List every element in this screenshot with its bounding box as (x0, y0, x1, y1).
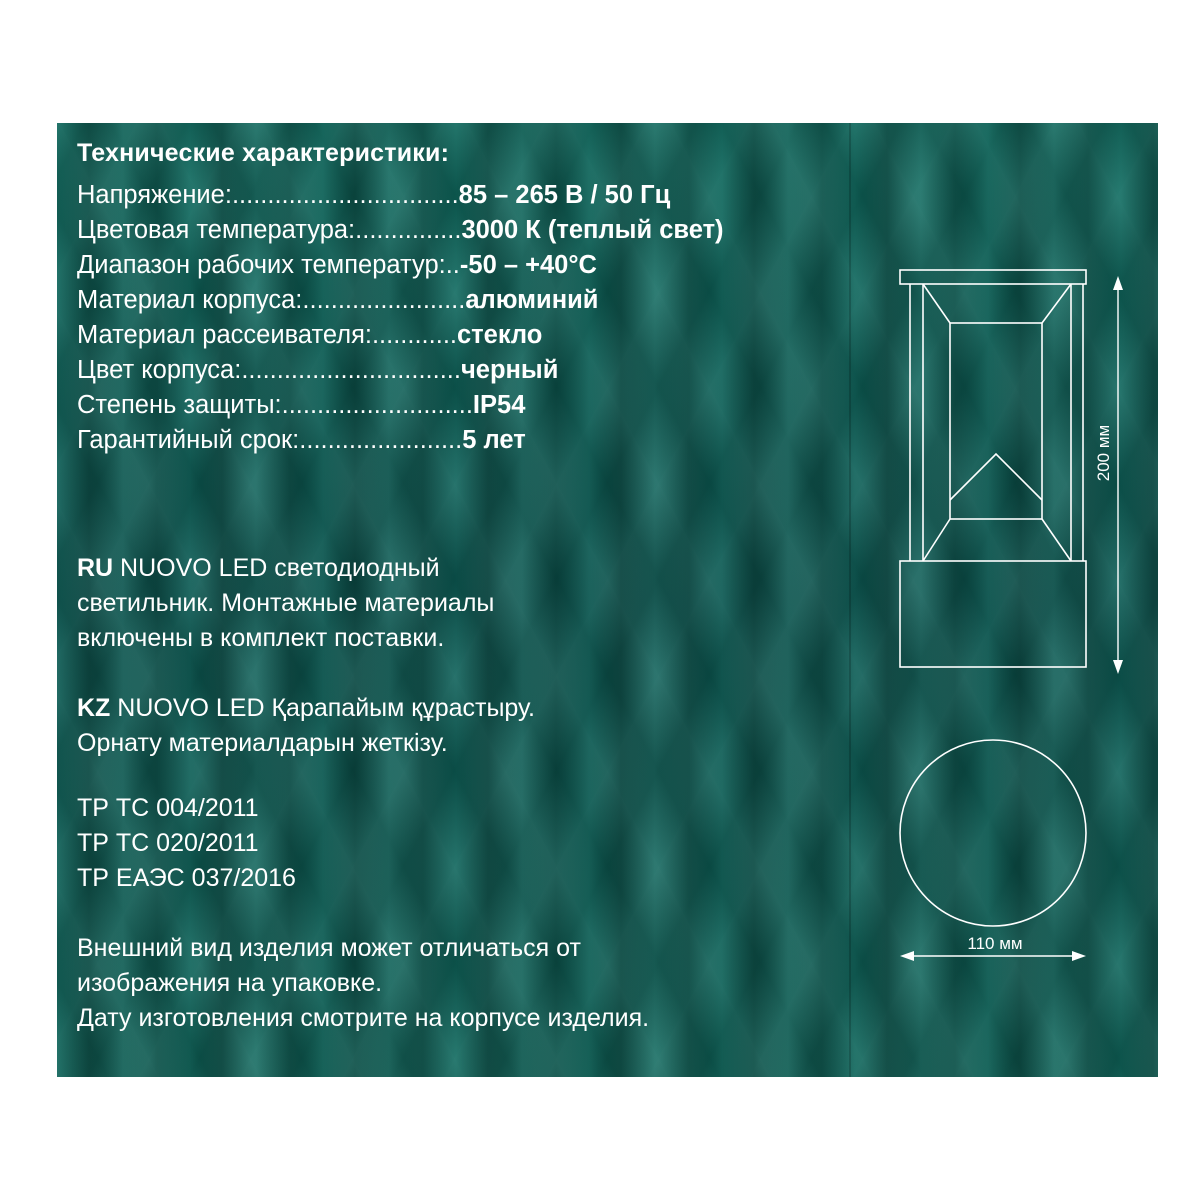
kz-line-1-text: NUOVO LED Қарапайым құрастыру. (110, 694, 535, 722)
certification-item: ТР ТС 020/2011 (77, 829, 259, 857)
ru-line-3: включены в комплект поставки. (77, 624, 445, 652)
lamp-side-view (900, 270, 1086, 667)
perspective-line (923, 519, 950, 561)
note-line-1: Внешний вид изделия может отличаться от (77, 934, 581, 962)
product-drawing (57, 123, 1158, 1077)
spec-value: 3000 К (теплый свет) (461, 216, 724, 244)
perspective-line (1042, 519, 1071, 561)
spec-value: алюминий (465, 286, 599, 314)
ru-language-code: RU (77, 554, 114, 582)
spec-value: -50 – +40°С (459, 251, 597, 279)
spec-label: Гарантийный срок: (77, 426, 300, 454)
spec-label: Напряжение: (77, 181, 232, 209)
arrow-right-icon (1072, 951, 1086, 961)
spec-leader: ............................... (241, 356, 461, 384)
spec-value: 85 – 265 В / 50 Гц (458, 181, 671, 209)
arrow-left-icon (900, 951, 914, 961)
arrow-down-icon (1113, 660, 1123, 674)
diameter-label: 110 мм (967, 934, 1023, 953)
packaging-panel (57, 123, 1158, 1077)
specs-title: Технические характеристики: (77, 139, 450, 167)
spec-leader: ....................... (302, 286, 466, 314)
spec-leader: ................................ (231, 181, 459, 209)
spec-label: Диапазон рабочих температур: (77, 251, 446, 279)
spec-label: Материал корпуса: (77, 286, 303, 314)
lamp-diffuser-window (950, 323, 1042, 519)
note-line-3: Дату изготовления смотрите на корпусе изделия. (77, 1004, 650, 1032)
spec-value: IP54 (472, 391, 526, 419)
spec-value: черный (460, 356, 559, 384)
lamp-base (900, 561, 1086, 667)
height-label: 200 мм (1094, 424, 1113, 482)
spec-label: Материал рассеивателя: (77, 321, 372, 349)
perspective-line (1042, 284, 1071, 323)
note-line-2: изображения на упаковке. (77, 969, 383, 997)
arrow-up-icon (1113, 276, 1123, 290)
certification-item: ТР ЕАЭС 037/2016 (77, 864, 296, 892)
ru-line-1-text: NUOVO LED светодиодный (113, 554, 440, 582)
spec-leader: .. (445, 251, 460, 279)
ru-line-2: светильник. Монтажные материалы (77, 589, 495, 617)
lamp-top-view (900, 740, 1086, 926)
spec-value: 5 лет (462, 426, 526, 454)
lamp-top-cap (900, 270, 1086, 284)
spec-leader: ............ (371, 321, 457, 349)
spec-leader: ....................... (299, 426, 463, 454)
spec-leader: ........................... (281, 391, 473, 419)
lamp-light-chevron (950, 454, 1042, 500)
spec-label: Цветовая температура: (77, 216, 356, 244)
spec-label: Степень защиты: (77, 391, 282, 419)
kz-line-2: Орнату материалдарын жеткізу. (77, 729, 448, 757)
perspective-line (923, 284, 950, 323)
certification-item: ТР ТС 004/2011 (77, 794, 259, 822)
height-dimension (1113, 276, 1123, 674)
spec-leader: ............... (355, 216, 462, 244)
spec-label: Цвет корпуса: (77, 356, 242, 384)
kz-language-code: KZ (77, 694, 111, 722)
spec-value: стекло (457, 321, 543, 349)
